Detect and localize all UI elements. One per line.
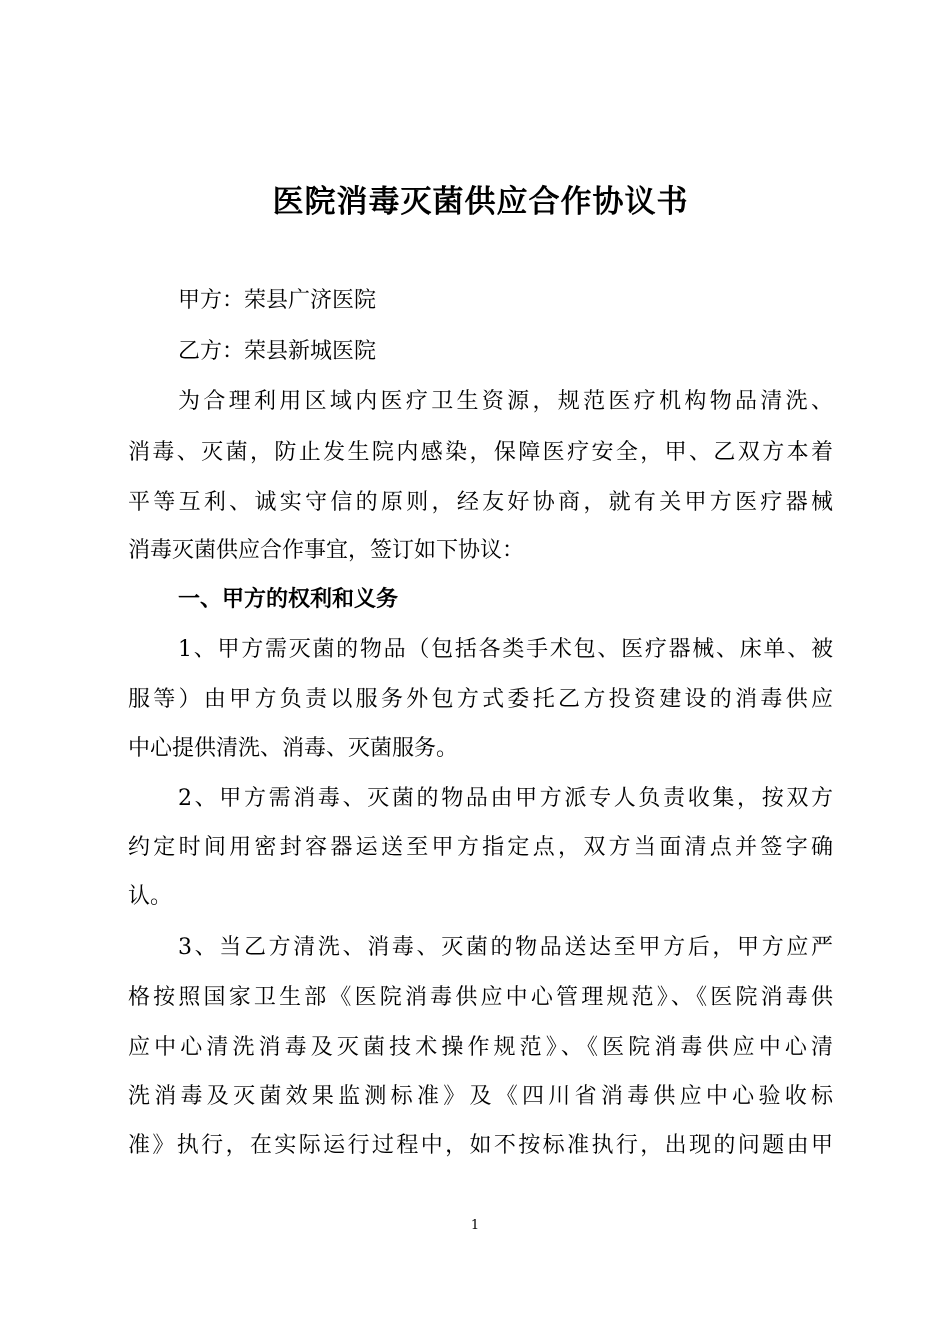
clause-line: 认。 <box>128 884 173 909</box>
preamble-line: 为合理利用区域内医疗卫生资源，规范医疗机构物品清洗、 <box>178 389 833 414</box>
clause-line: 1、甲方需灭菌的物品（包括各类手术包、医疗器械、床单、被 <box>178 637 833 662</box>
preamble-line: 平等互利、诚实守信的原则，经友好协商，就有关甲方医疗器械 <box>128 490 833 515</box>
page-number: 1 <box>470 1218 480 1233</box>
clause-line: 准》执行，在实际运行过程中，如不按标准执行，出现的问题由甲 <box>128 1133 833 1158</box>
document-title: 医院消毒灭菌供应合作协议书 <box>272 184 689 220</box>
section-heading: 一、甲方的权利和义务 <box>178 587 399 612</box>
preamble-line: 消毒、灭菌，防止发生院内感染，保障医疗安全，甲、乙双方本着 <box>128 440 833 465</box>
clause-line: 2、甲方需消毒、灭菌的物品由甲方派专人负责收集，按双方 <box>178 786 833 811</box>
clause-line: 服等）由甲方负责以服务外包方式委托乙方投资建设的消毒供应 <box>128 687 833 712</box>
preamble-line: 消毒灭菌供应合作事宜，签订如下协议： <box>128 538 525 563</box>
party-a: 甲方：荣县广济医院 <box>178 288 377 313</box>
clause-line: 约定时间用密封容器运送至甲方指定点，双方当面清点并签字确 <box>128 835 833 860</box>
clause-line: 格按照国家卫生部《医院消毒供应中心管理规范》、《医院消毒供 <box>128 985 833 1010</box>
clause-line: 应中心清洗消毒及灭菌技术操作规范》、《医院消毒供应中心清 <box>128 1035 833 1060</box>
clause-line: 3、当乙方清洗、消毒、灭菌的物品送达至甲方后，甲方应严 <box>178 935 833 960</box>
clause-line: 中心提供清洗、消毒、灭菌服务。 <box>128 736 459 761</box>
clause-line: 洗消毒及灭菌效果监测标准》及《四川省消毒供应中心验收标 <box>128 1084 833 1109</box>
party-b: 乙方：荣县新城医院 <box>178 339 377 364</box>
